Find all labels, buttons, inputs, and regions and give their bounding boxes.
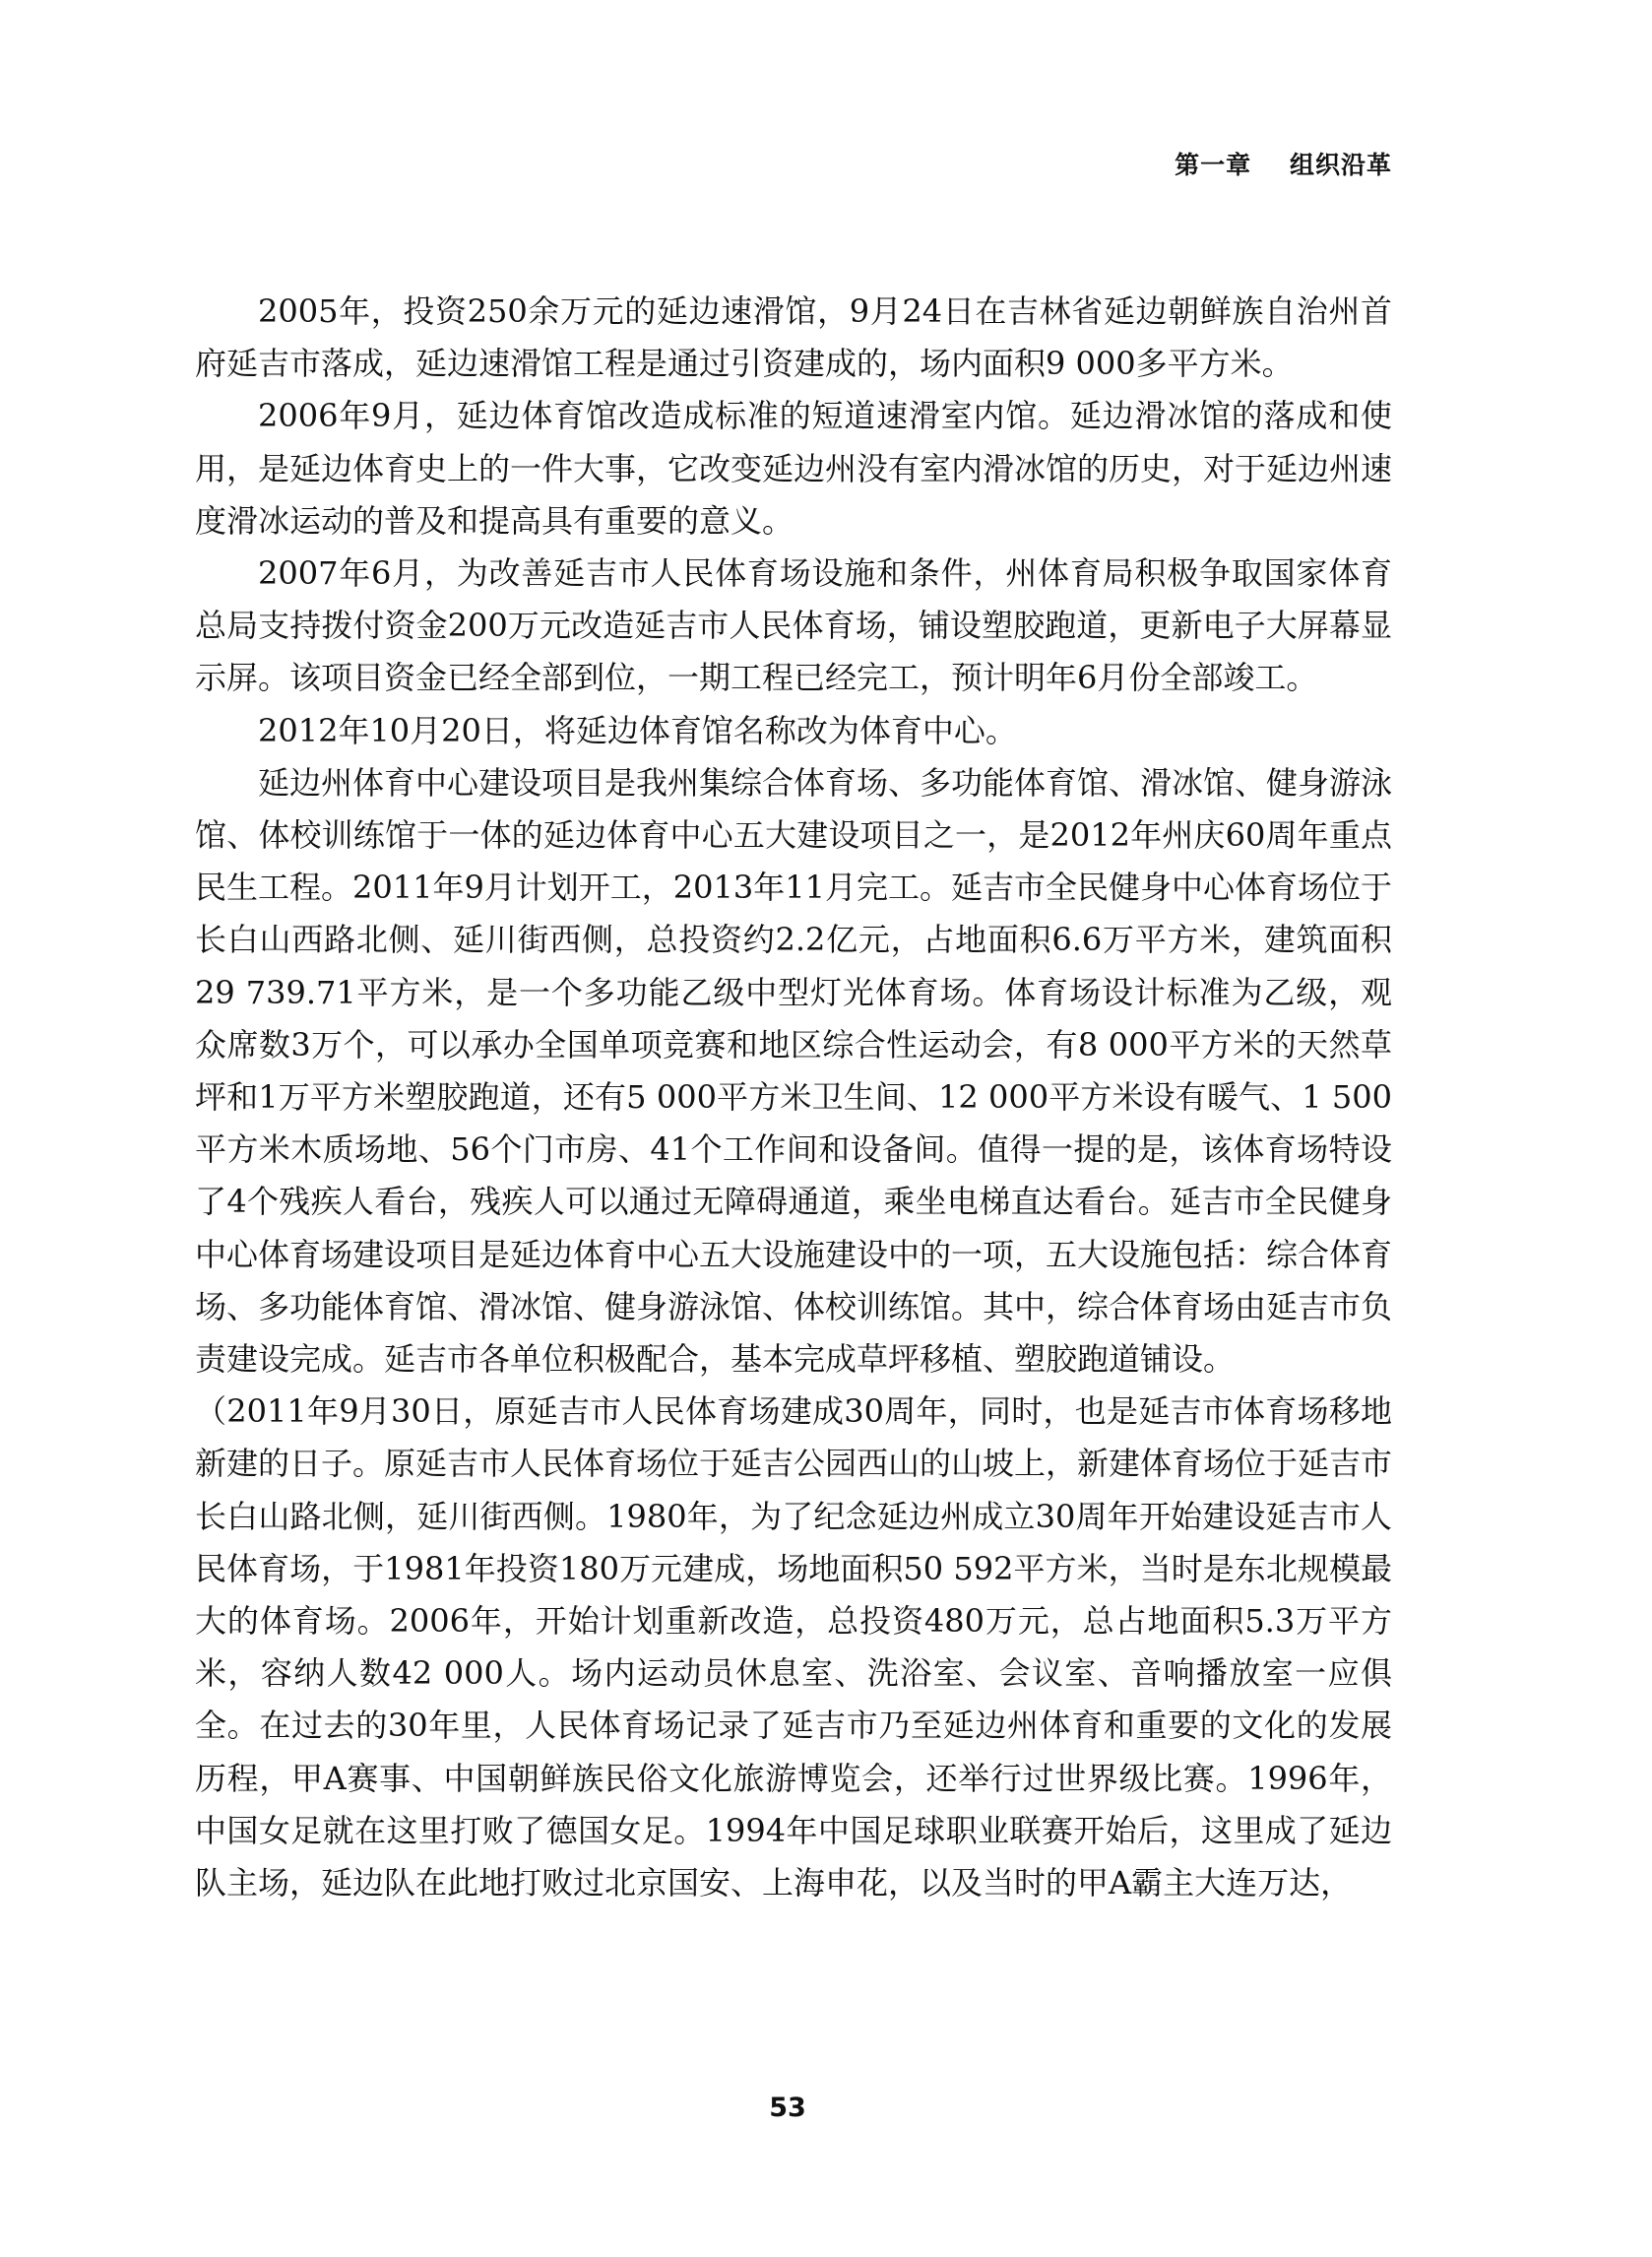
paragraph: 2007年6月，为改善延吉市人民体育场设施和条件，州体育局积极争取国家体育总局支持拨付资金200万元改造延吉市人民体育场，铺设塑胶跑道，更新电子大屏幕显示屏。该项目资金已经全部到位，一期工程已经完工，预计明年6月份全部竣工。 <box>195 554 1392 697</box>
paragraph: 2006年9月，延边体育馆改造成标准的短道速滑室内馆。延边滑冰馆的落成和使用，是延边体育史上的一件大事，它改变延边州没有室内滑冰馆的历史，对于延边州速度滑冰运动的普及和提高具有重要的意义。 <box>195 397 1393 540</box>
paragraph: 延边州体育中心建设项目是我州集综合体育场、多功能体育馆、滑冰馆、健身游泳馆、体校训练馆于一体的延边体育中心五大建设项目之一，是2012年州庆60周年重点民生工程。2011年9月计划开工，2013年11月完工。延吉市全民健身中心体育场位于长白山西路北侧、延川街西侧，总投资约2.2亿元，占地面积6.6万平方米，建筑面积29 739.71平方米，是一个多功能乙级中型灯光体育场。体育场设计标准为乙级，观众席数3万个，可以承办全国单项竞赛和地区综合性运动会，有8 000平方米的天然草坪和1万平方米塑胶跑道，还有5 000平方米卫生间、12 000平方米设有暖气、1 500平方米木质场地、56个门市房、41个工作间和设备间。值得一提的是，该体育场特设了4个残疾人看台，残疾人可以通过无障碍通道，乘坐电梯直达看台。延吉市全民健身中心体育场建设项目是延边体育中心五大设施建设中的一项，五大设施包括：综合体育场、多功能体育馆、滑冰馆、健身游泳馆、体校训练馆。其中，综合体育场由延吉市负责建设完成。延吉市各单位积极配合，基本完成草坪移植、塑胶跑道铺设。 <box>195 763 1393 1379</box>
paragraph: 2012年10月20日，将延边体育馆名称改为体育中心。 <box>258 711 1017 749</box>
page-number: 53 <box>769 2093 806 2123</box>
paragraph: 2005年，投资250余万元的延边速滑馆，9月24日在吉林省延边朝鲜族自治州首府延吉市落成，延边速滑馆工程是通过引资建成的，场内面积9 000多平方米。 <box>195 292 1392 383</box>
running-header: 第一章 组织沿革 <box>1175 151 1392 179</box>
paragraph: （2011年9月30日，原延吉市人民体育场建成30周年，同时，也是延吉市体育场移地新建的日子。原延吉市人民体育场位于延吉公园西山的山坡上，新建体育场位于延吉市长白山路北侧，延川街西侧。1980年，为了纪念延边州成立30周年开始建设延吉市人民体育场，于1981年投资180万元建成，场地面积50 592平方米，当时是东北规模最大的体育场。2006年，开始计划重新改造，总投资480万元，总占地面积5.3万平方米，容纳人数42 000人。场内运动员休息室、洗浴室、会议室、音响播放室一应俱全。在过去的30年里，人民体育场记录了延吉市乃至延边州体育和重要的文化的发展历程，甲A赛事、中国朝鲜族民俗文化旅游博览会，还举行过世界级比赛。1996年，中国女足就在这里打败了德国女足。1994年中国足球职业联赛开始后，这里成了延边队主场，延边队在此地打败过北京国安、上海申花，以及当时的甲A霸主大连万达， <box>195 1392 1393 1902</box>
body-text <box>195 286 1392 1909</box>
